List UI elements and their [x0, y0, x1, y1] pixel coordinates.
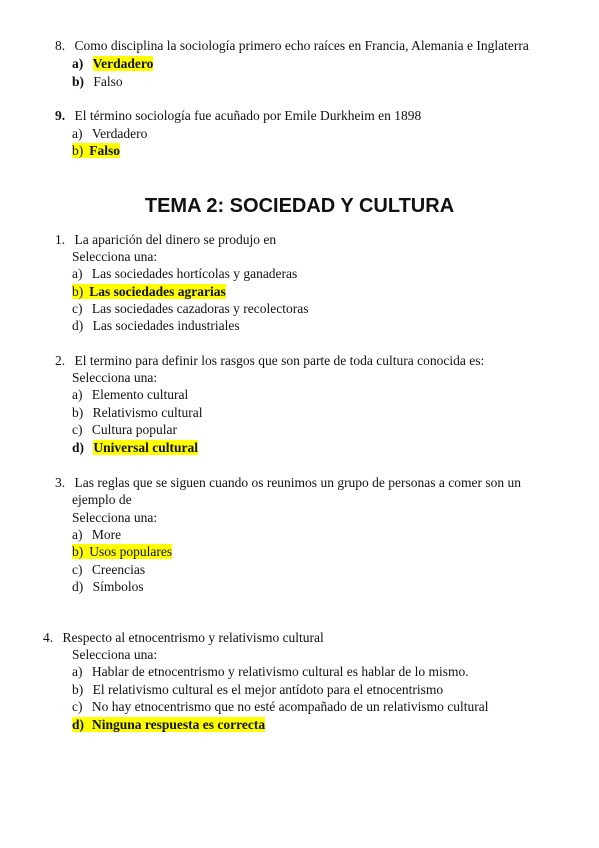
option-text: Las sociedades cazadoras y recolectoras	[91, 301, 309, 316]
option-text: Ninguna respuesta es correcta	[84, 717, 265, 732]
question-text: El termino para definir los rasgos que son parte de toda cultura conocida es:	[74, 353, 485, 368]
option-letter: b)	[72, 143, 84, 158]
option-text: Verdadero	[91, 126, 148, 141]
select-label: Selecciona una:	[72, 510, 158, 525]
t2-question-3	[55, 475, 521, 491]
q8-option-a	[72, 56, 153, 72]
t4-option-b	[72, 682, 443, 698]
option-text: Creencias	[91, 562, 146, 577]
t3-option-d	[72, 579, 144, 595]
option-text: Relativismo cultural	[92, 405, 203, 420]
t1-option-d	[72, 318, 240, 334]
option-text: Usos populares	[83, 544, 172, 559]
t2-option-c	[72, 422, 177, 438]
option-text: Falso	[83, 143, 120, 158]
option-letter: b)	[72, 74, 85, 89]
select-label: Selecciona una:	[72, 249, 158, 264]
option-letter: a)	[72, 527, 83, 542]
t2-question-4	[43, 630, 324, 646]
option-text: Cultura popular	[91, 422, 177, 437]
option-letter: a)	[72, 126, 83, 141]
option-letter: a)	[72, 664, 83, 679]
q9-option-b	[72, 143, 120, 159]
option-text: Universal cultural	[93, 440, 199, 455]
option-text: Las sociedades agrarias	[83, 284, 226, 299]
t4-option-c	[72, 699, 489, 715]
t2-option-b	[72, 405, 202, 421]
question-number: 1.	[55, 232, 66, 247]
option-text: Hablar de etnocentrismo y relativismo cultural es hablar de lo mismo.	[91, 664, 469, 679]
question-number: 3.	[55, 475, 66, 490]
q9-option-a	[72, 126, 147, 142]
t4-option-a	[72, 664, 469, 680]
select-label: Selecciona una:	[72, 370, 158, 385]
option-text: Símbolos	[92, 579, 144, 594]
t3-option-a	[72, 527, 121, 543]
t1-option-c	[72, 301, 309, 317]
question-number: 8.	[55, 38, 66, 53]
option-text: No hay etnocentrismo que no esté acompañado de un relativismo cultural	[91, 699, 489, 714]
t1-option-a	[72, 266, 297, 282]
option-letter: c)	[72, 562, 83, 577]
question-text: Las reglas que se siguen cuando os reunimos un grupo de personas a comer son un	[74, 475, 522, 490]
question-8	[55, 38, 529, 54]
option-letter: a)	[72, 387, 83, 402]
t2-option-d	[72, 440, 198, 456]
section-title: TEMA 2: SOCIEDAD Y CULTURA	[144, 195, 455, 217]
option-text: More	[91, 527, 122, 542]
option-letter: c)	[72, 699, 83, 714]
question-text: El término sociología fue acuñado por Emile Durkheim en 1898	[74, 108, 422, 123]
option-letter: a)	[72, 56, 84, 71]
option-text: Las sociedades industriales	[92, 318, 240, 333]
option-letter: c)	[72, 422, 83, 437]
option-text: El relativismo cultural es el mejor antídoto para el etnocentrismo	[92, 682, 444, 697]
option-letter: d)	[72, 717, 85, 732]
option-text: Las sociedades hortícolas y ganaderas	[91, 266, 298, 281]
t3-option-c	[72, 562, 145, 578]
t4-option-d	[72, 717, 265, 733]
t3-option-b	[72, 544, 172, 560]
question-number: 4.	[43, 630, 54, 645]
t1-option-b	[72, 284, 226, 300]
option-text: Elemento cultural	[91, 387, 189, 402]
option-letter: a)	[72, 266, 83, 281]
option-letter: c)	[72, 301, 83, 316]
option-letter: b)	[72, 544, 84, 559]
option-letter: d)	[72, 440, 85, 455]
question-text: La aparición del dinero se produjo en	[74, 232, 277, 247]
option-letter: d)	[72, 318, 84, 333]
option-text: Verdadero	[92, 56, 154, 71]
question-number: 9.	[55, 108, 66, 123]
select-label: Selecciona una:	[72, 647, 158, 662]
t2-question-2	[55, 353, 484, 369]
question-text: Como disciplina la sociología primero echo raíces en Francia, Alemania e Inglaterra	[74, 38, 529, 53]
question-9	[55, 108, 421, 124]
option-letter: b)	[72, 284, 84, 299]
option-text: Falso	[93, 74, 123, 89]
question-number: 2.	[55, 353, 66, 368]
q8-option-b	[72, 74, 123, 90]
question-text-continued: ejemplo de	[72, 492, 132, 507]
t2-question-1	[55, 232, 276, 248]
question-text: Respecto al etnocentrismo y relativismo cultural	[62, 630, 324, 645]
option-letter: b)	[72, 682, 84, 697]
option-letter: d)	[72, 579, 84, 594]
t2-option-a	[72, 387, 188, 403]
option-letter: b)	[72, 405, 84, 420]
